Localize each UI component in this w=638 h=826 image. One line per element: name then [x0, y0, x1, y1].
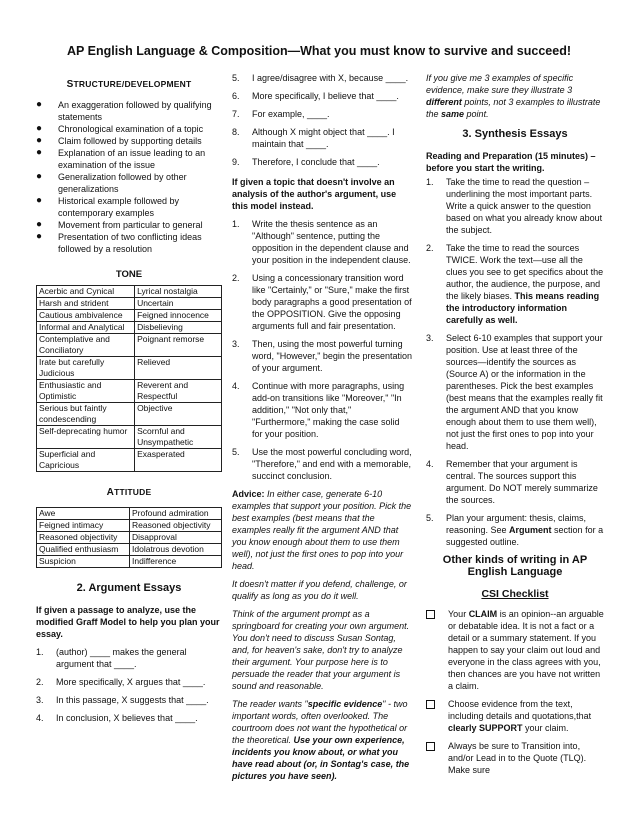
table-cell: Objective	[135, 403, 222, 426]
structure-item-text: Presentation of two conflicting ideas followed by a resolution	[58, 232, 202, 254]
item-text: More specifically, I believe that ____.	[252, 91, 399, 101]
checklist-text: Your	[448, 609, 469, 619]
list-item	[426, 242, 604, 326]
examples-note: If you give me 3 examples of specific evidence, make sure they illustrate 3 different points, not 3 examples to illustrate the same point.	[426, 73, 601, 119]
item-number: 3.	[36, 695, 44, 705]
list-item	[232, 218, 412, 266]
table-cell: Scornful and Unsympathetic	[135, 426, 222, 449]
item-text: Take the time to read the question – underlining the most important parts. Write a quick answer to the question based on what you already know about the subject.	[446, 177, 603, 235]
attitude-heading: ATTITUDE	[106, 487, 152, 498]
item-number: 7.	[232, 109, 240, 119]
tone-row	[37, 357, 222, 380]
item-text: In this passage, X suggests that ____.	[56, 695, 209, 705]
structure-list	[36, 99, 222, 255]
reading-prep: Reading and Preparation (15 minutes) – before you start the writing.	[426, 151, 596, 173]
table-cell: Disapproval	[130, 532, 222, 544]
list-item	[232, 446, 412, 482]
table-cell: Disbelieving	[135, 322, 222, 334]
synthesis-essays-heading: 3. Synthesis Essays	[462, 128, 568, 140]
list-item	[426, 512, 604, 548]
table-cell: Acerbic and Cynical	[37, 286, 135, 298]
table-cell: Qualified enthusiasm	[37, 544, 130, 556]
item-number: 4.	[36, 713, 44, 723]
tone-row	[37, 310, 222, 322]
item-text: Take the time to read the sources TWICE. Work the text—use all the clues you see to get specifics about the author, the audience, the purpose, and the likely biases.	[446, 243, 604, 301]
apple-icon: ●	[36, 171, 43, 182]
item-number: 4.	[232, 381, 240, 391]
table-cell: Irate but carefully Judicious	[37, 357, 135, 380]
checkbox-icon	[426, 610, 435, 619]
other-writing-heading: Other kinds of writing in AP English Language	[442, 554, 588, 578]
item-text: (author) ____ makes the general argument that ____.	[56, 647, 187, 669]
structure-item	[36, 135, 222, 147]
checklist-text: Always be sure to Transition into, and/or Lead in to the Quote (TLQ). Make sure	[448, 741, 587, 775]
table-cell: Reasoned objectivity	[37, 532, 130, 544]
structure-item-text: Generalization followed by other generalizations	[58, 172, 187, 194]
table-cell: Informal and Analytical	[37, 322, 135, 334]
attitude-row	[37, 532, 222, 544]
table-cell: Contemplative and Conciliatory	[37, 334, 135, 357]
list-item	[232, 72, 412, 84]
item-text: More specifically, X argues that ____.	[56, 677, 206, 687]
structure-item	[36, 171, 222, 195]
tone-row	[37, 426, 222, 449]
structure-item-text: Historical example followed by contemporary examples	[58, 196, 180, 218]
tone-row	[37, 449, 222, 472]
item-text: I agree/disagree with X, because ____.	[252, 73, 409, 83]
list-item	[232, 90, 412, 102]
structure-item-text: An exaggeration followed by qualifying statements	[58, 100, 212, 122]
item-text: Write the thesis sentence as an "Although" sentence, putting the opposition in the dependent clause and your position in the independent clause.	[252, 219, 411, 265]
column-right	[426, 72, 604, 782]
structure-item	[36, 123, 222, 135]
tone-row	[37, 298, 222, 310]
list-item	[232, 108, 412, 120]
apple-icon: ●	[36, 147, 43, 158]
table-cell: Idolatrous devotion	[130, 544, 222, 556]
checklist-text: your claim.	[522, 723, 569, 733]
item-number: 2.	[232, 273, 240, 283]
item-text: Continue with more paragraphs, using add-on transitions like "Moreover," "In addition," "Not only that," "Furthermore," making the case solid for your position.	[252, 381, 405, 439]
table-cell: Feigned innocence	[135, 310, 222, 322]
table-cell: Reverent and Respectful	[135, 380, 222, 403]
item-number: 9.	[232, 157, 240, 167]
checkbox-icon	[426, 742, 435, 751]
argument-steps	[36, 646, 222, 724]
attitude-table	[36, 507, 222, 568]
page-title: AP English Language & Composition—What you must know to survive and succeed!	[67, 44, 571, 58]
item-bold: This means reading the introductory information carefully as well.	[446, 291, 600, 325]
item-number: 1.	[232, 219, 240, 229]
apple-icon: ●	[36, 219, 43, 230]
tone-row	[37, 334, 222, 357]
table-cell: Exasperated	[135, 449, 222, 472]
list-item	[36, 646, 222, 670]
item-number: 4.	[426, 459, 434, 469]
item-number: 5.	[426, 513, 434, 523]
item-text: Remember that your argument is central. The sources support this argument. Do NOT merely summarize the sources.	[446, 459, 598, 505]
table-cell: Uncertain	[135, 298, 222, 310]
table-cell: Enthusiastic and Optimistic	[37, 380, 135, 403]
item-text: Although X might object that ____. I maintain that ____.	[252, 127, 395, 149]
argument-essays-heading: 2. Argument Essays	[76, 582, 182, 594]
csi-checklist-heading: CSI Checklist	[481, 588, 549, 600]
table-cell: Cautious ambivalence	[37, 310, 135, 322]
checklist-bold: CLAIM	[468, 609, 498, 619]
item-number: 8.	[232, 127, 240, 137]
item-text: For example, ____.	[252, 109, 330, 119]
table-cell: Superficial and Capricious	[37, 449, 135, 472]
item-text: Select 6-10 examples that support your position. Use at least three of the sources—identify the sources as (Source A) or the information in the parentheses. Pick the best examples (best means that the examples really fit the argument AND that you know enough about them to use them well), not just the first ones to pop into your head.	[446, 333, 603, 451]
structure-item	[36, 195, 222, 219]
item-text-tail: section for a suggested outline.	[446, 525, 604, 547]
table-cell: Reasoned objectivity	[130, 520, 222, 532]
apple-icon: ●	[36, 231, 43, 242]
structure-item-text: Claim followed by supporting details	[58, 136, 202, 146]
item-number: 5.	[232, 447, 240, 457]
tone-row	[37, 322, 222, 334]
structure-item	[36, 219, 222, 231]
item-number: 3.	[232, 339, 240, 349]
table-cell: Self-deprecating humor	[37, 426, 135, 449]
checklist-text: is an opinion--an arguable or debatable idea. It is not a fact or a detail or a summary statement. If you happen to say your claim out loud and everyone in the class agrees with you, then chances are you have not written a claim.	[448, 609, 604, 691]
tone-table	[36, 285, 222, 472]
list-item	[232, 272, 412, 332]
table-cell: Awe	[37, 508, 130, 520]
item-number: 1.	[426, 177, 434, 187]
list-item	[426, 332, 604, 452]
table-cell: Profound admiration	[130, 508, 222, 520]
list-item	[426, 458, 604, 506]
list-item	[232, 380, 412, 440]
structure-item-text: Chronological examination of a topic	[58, 124, 204, 134]
apple-icon: ●	[36, 123, 43, 134]
attitude-row	[37, 520, 222, 532]
table-cell: Harsh and strident	[37, 298, 135, 310]
column-left	[36, 72, 222, 730]
checklist-text: Choose evidence from the text, including details and quotations,that	[448, 699, 592, 721]
checklist-item	[426, 698, 604, 734]
item-number: 2.	[36, 677, 44, 687]
tone-row	[37, 380, 222, 403]
tone-row	[37, 286, 222, 298]
list-item	[36, 676, 222, 688]
item-number: 2.	[426, 243, 434, 253]
apple-icon: ●	[36, 195, 43, 206]
item-number: 1.	[36, 647, 44, 657]
topic-steps	[232, 218, 412, 482]
table-cell: Poignant remorse	[135, 334, 222, 357]
structure-item-text: Explanation of an issue leading to an examination of the issue	[58, 148, 206, 170]
item-text: Plan your argument: thesis, claims, reasoning. See	[446, 513, 587, 535]
list-item	[36, 694, 222, 706]
graff-steps-continued	[232, 72, 412, 168]
table-cell: Indifference	[130, 556, 222, 568]
advice-paragraph: Advice: In either case, generate 6-10 examples that support your position. Pick the best examples (best means that the examples really fit the argument AND that you know enough about them to use them well), not just the first ones to pop into your head.	[232, 489, 412, 571]
item-text: Use the most powerful concluding word, "Therefore," and end with a memorable, succinct conclusion.	[252, 447, 412, 481]
list-item	[232, 156, 412, 168]
item-text: Then, using the most powerful turning word, "However," begin the presentation of your argument.	[252, 339, 412, 373]
attitude-row	[37, 544, 222, 556]
column-middle	[232, 72, 412, 788]
attitude-row	[37, 556, 222, 568]
table-cell: Feigned intimacy	[37, 520, 130, 532]
structure-item-text: Movement from particular to general	[58, 220, 203, 230]
item-text: Therefore, I conclude that ____.	[252, 157, 380, 167]
list-item	[232, 338, 412, 374]
structure-item	[36, 147, 222, 171]
apple-icon: ●	[36, 135, 43, 146]
synthesis-steps	[426, 176, 604, 548]
list-item	[36, 712, 222, 724]
springboard-paragraph: Think of the argument prompt as a springboard for creating your own argument. You don't need to discuss Susan Sontag, and, for heaven's sake, don't try to analyze their argument. Your purpose here is to persuade the reader that your argument is sound and reasonable.	[232, 609, 410, 691]
item-number: 3.	[426, 333, 434, 343]
csi-checklist	[426, 608, 604, 776]
tone-row	[37, 403, 222, 426]
checkbox-icon	[426, 700, 435, 709]
reader-paragraph: The reader wants "specific evidence" - two important words, often overlooked. The courtroom does not want the hypothetical or the theoretical. Use your own experience, incidents you know about, or what you have read about (or, in Sontag's case, the pictures you have seen).	[232, 699, 410, 781]
topic-intro: If given a topic that doesn't involve an analysis of the author's argument, use this model instead.	[232, 177, 397, 211]
table-cell: Suspicion	[37, 556, 130, 568]
list-item	[232, 126, 412, 150]
argument-intro: If given a passage to analyze, use the modified Graff Model to help you plan your essay.	[36, 605, 220, 639]
structure-item	[36, 99, 222, 123]
item-number: 6.	[232, 91, 240, 101]
structure-item	[36, 231, 222, 255]
apple-icon: ●	[36, 99, 43, 110]
tone-heading: TONE	[115, 269, 143, 280]
list-item	[426, 176, 604, 236]
table-cell: Serious but faintly condescending	[37, 403, 135, 426]
checklist-item	[426, 740, 604, 776]
attitude-row	[37, 508, 222, 520]
matter-paragraph: It doesn't matter if you defend, challenge, or qualify as long as you do it well.	[232, 579, 407, 601]
item-text: Using a concessionary transition word like "Certainly," or "Sure," make the first body paragraphs a good presentation of the OPPOSITION. Give the opposing arguments full and fair presentation.	[252, 273, 412, 331]
table-cell: Lyrical nostalgia	[135, 286, 222, 298]
item-number: 5.	[232, 73, 240, 83]
table-cell: Relieved	[135, 357, 222, 380]
checklist-bold: clearly SUPPORT	[448, 723, 523, 733]
item-bold: Argument	[509, 525, 552, 535]
item-text: In conclusion, X believes that ____.	[56, 713, 198, 723]
checklist-item	[426, 608, 604, 692]
structure-heading: STRUCTURE/DEVELOPMENT	[66, 79, 192, 90]
